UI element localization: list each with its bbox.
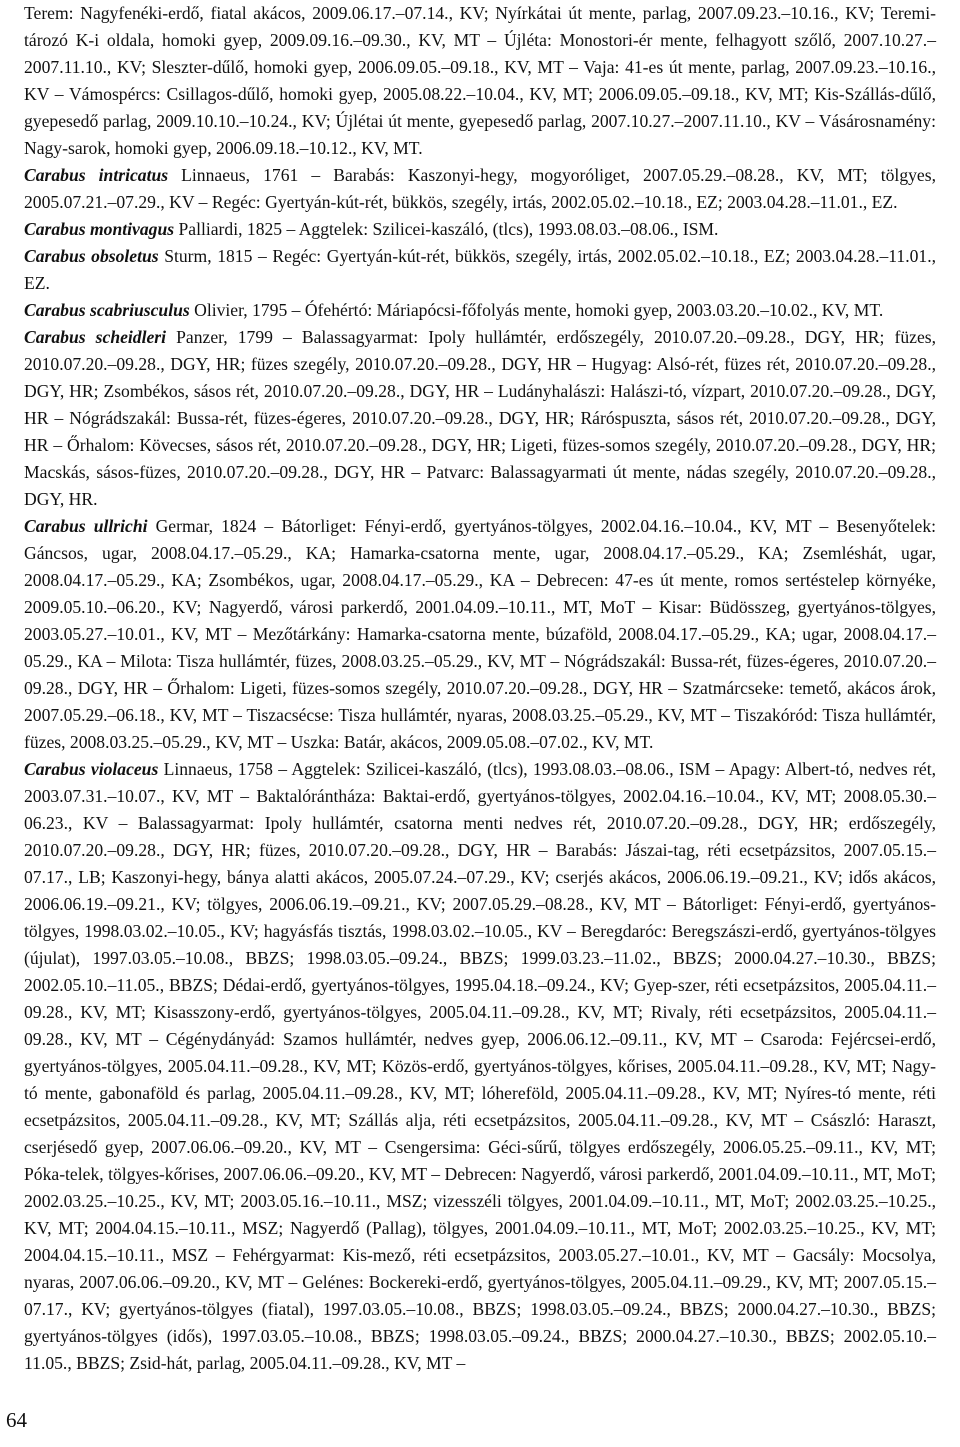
species-entry: [24, 216, 936, 243]
species-entry: [24, 513, 936, 756]
species-records: Linnaeus, 1758 – Aggtelek: Szilicei-kaszáló, (tlcs), 1993.08.03.–08.06., ISM – Apagy: Albert-tó, nedves rét, 2003.07.31.–10.07., KV, MT – Baktalórántháza: Baktai-erdő, gyertyános-tölgyes, 2002.04.16.–10.04., KV, MT; 2008.05.30.–06.23., KV – Balassagyarmat: Ipoly hullámtér, csatorna menti nedves rét, 2010.07.20.–09.28., DGY, HR; erdőszegély, 2010.07.20.–09.28., DGY, HR; füzes, 2010.07.20.–09.28., DGY, HR – Barabás: Jászai-tag, réti ecsetpázsitos, 2007.05.15.–07.17., LB; Kaszonyi-hegy, bánya alatti akácos, 2005.07.24.–07.29., KV; cserjés akácos, 2006.06.19.–09.21., KV; idős akácos, 2006.06.19.–09.21., KV; tölgyes, 2006.06.19.–09.21., KV; 2007.05.29.–08.28., KV, MT – Bátorliget: Fényi-erdő, gyertyános-tölgyes, 1998.03.02.–10.05., KV; hagyásfás tisztás, 1998.03.02.–10.05., KV – Beregdaróc: Beregszászi-erdő, gyertyános-tölgyes (újulat), 1997.03.05.–10.08., BBZS; 1998.03.05.–09.24., BBZS; 1999.03.23.–11.02., BBZS; 2000.04.27.–10.30., BBZS; 2002.05.10.–11.05., BBZS; Dédai-erdő, gyertyános-tölgyes, 1995.04.18.–09.24., KV; Gyep-szer, réti ecsetpázsitos, 2005.04.11.–09.28., KV, MT; Kisasszony-erdő, gyertyános-tölgyes, 2005.04.11.–09.28., KV, MT; Rivaly, réti ecsetpázsitos, 2005.04.11.–09.28., KV, MT – Cégénydányád: Szamos hullámtér, nedves gyep, 2006.06.12.–09.11., KV, MT – Csaroda: Fejércsei-erdő, gyertyános-tölgyes, 2005.04.11.–09.28., KV, MT; Közös-erdő, gyertyános-tölgyes, kőrises, 2005.04.11.–09.28., KV, MT; Nagy-tó mente, gabonaföld és parlag, 2005.04.11.–09.28., KV, MT; lóhereföld, 2005.04.11.–09.28., KV, MT; Nyíres-tó mente, réti ecsetpázsitos, 2005.04.11.–09.28., KV, MT; Szállás alja, réti ecsetpázsitos, 2005.04.11.–09.28., KV, MT – Császló: Haraszt, cserjésedő gyep, 2007.06.06.–09.20., KV, MT – Csengersima: Géci-sűrű, tölgyes erdőszegély, 2006.05.25.–09.11., KV, MT; Póka-telek, tölgyes-kőrises, 2007.06.06.–09.20., KV, MT – Debrecen: Nagyerdő, városi parkerdő, 2001.04.09.–10.11., MT, MoT; 2002.03.25.–10.25., KV, MT; 2003.05.16.–10.11., MSZ; vizesszéli tölgyes, 2001.04.09.–10.11., MT, MoT; 2002.03.25.–10.25., KV, MT; 2004.04.15.–10.11., MSZ; Nagyerdő (Pallag), tölgyes, 2001.04.09.–10.11., MT, MoT; 2002.03.25.–10.25., KV, MT; 2004.04.15.–10.11., MSZ – Fehérgyarmat: Kis-mező, réti ecsetpázsitos, 2003.05.27.–10.01., KV, MT – Gacsály: Mocsolya, nyaras, 2007.06.06.–09.20., KV, MT – Gelénes: Bockereki-erdő, gyertyános-tölgyes, 2005.04.11.–09.29., KV, MT; 2007.05.15.–07.17., KV; gyertyános-tölgyes (fiatal), 1997.03.05.–10.08., BBZS; 1998.03.05.–09.24., BBZS; 2000.04.27.–10.30., BBZS; gyertyános-tölgyes (idős), 1997.03.05.–10.08., BBZS; 1998.03.05.–09.24., BBZS; 2000.04.27.–10.30., BBZS; 2002.05.10.–11.05., BBZS; Zsid-hát, parlag, 2005.04.11.–09.28., KV, MT –: [24, 759, 937, 1373]
page-number: 64: [6, 1408, 27, 1432]
species-name: Carabus montivagus: [24, 219, 175, 239]
species-entry: [24, 324, 936, 513]
species-records: Linnaeus, 1761 – Barabás: Kaszonyi-hegy, mogyoróliget, 2007.05.29.–08.28., KV, MT; tölgyes, 2005.07.21.–07.29., KV – Regéc: Gyertyán-kút-rét, bükkös, szegély, irtás, 2002.05.02.–10.18., EZ; 2003.04.28.–11.01., EZ.: [24, 165, 936, 212]
species-records: Olivier, 1795 – Ófehértó: Máriapócsi-főfolyás mente, homoki gyep, 2003.03.20.–10.02., KV, MT.: [189, 300, 884, 320]
species-records: Sturm, 1815 – Regéc: Gyertyán-kút-rét, bükkös, szegély, irtás, 2002.05.02.–10.18., EZ; 2003.04.28.–11.01., EZ.: [24, 246, 936, 293]
species-name: Carabus scabriusculus: [24, 300, 190, 320]
species-name: Carabus intricatus: [24, 165, 169, 185]
species-name: Carabus ullrichi: [24, 516, 148, 536]
species-records: Germar, 1824 – Bátorliget: Fényi-erdő, gyertyános-tölgyes, 2002.04.16.–10.04., KV, MT – Besenyőtelek: Gáncsos, ugar, 2008.04.17.–05.29., KA; Hamarka-csatorna mente, ugar, 2008.04.17.–05.29., KA; Zsemléshát, ugar, 2008.04.17.–05.29., KA; Zsombékos, ugar, 2008.04.17.–05.29., KA – Debrecen: 47-es út mente, romos sertéstelep környéke, 2009.05.10.–06.20., KV; Nagyerdő, városi parkerdő, 2001.04.09.–10.11., MT, MoT – Kisar: Büdösszeg, gyertyános-tölgyes, 2003.05.27.–10.01., KV, MT – Mezőtárkány: Hamarka-csatorna mente, búzaföld, 2008.04.17.–05.29., KA; ugar, 2008.04.17.–05.29., KA – Milota: Tisza hullámtér, füzes, 2008.03.25.–05.29., KV, MT – Nógrádszakál: Bussa-rét, füzes-égeres, 2010.07.20.–09.28., DGY, HR – Őrhalom: Ligeti, füzes-somos szegély, 2010.07.20.–09.28., DGY, HR – Szatmárcseke: temető, akácos árok, 2007.05.29.–06.18., KV, MT – Tiszacsécse: Tisza hullámtér, nyaras, 2008.03.25.–05.29., KV, MT – Tiszakóród: Tisza hullámtér, füzes, 2008.03.25.–05.29., KV, MT – Uszka: Batár, akácos, 2009.05.08.–07.02., KV, MT.: [24, 516, 937, 752]
species-name: Carabus violaceus: [24, 759, 159, 779]
species-entry: [24, 756, 936, 1377]
species-records: Panzer, 1799 – Balassagyarmat: Ipoly hullámtér, erdőszegély, 2010.07.20.–09.28., DGY, HR; füzes, 2010.07.20.–09.28., DGY, HR; füzes szegély, 2010.07.20.–09.28., DGY, HR – Hugyag: Alsó-rét, füzes rét, 2010.07.20.–09.28., DGY, HR; Zsombékos, sásos rét, 2010.07.20.–09.28., DGY, HR – Ludányhalászi: Halászi-tó, vízpart, 2010.07.20.–09.28., DGY, HR – Nógrádszakál: Bussa-rét, füzes-égeres, 2010.07.20.–09.28., DGY, HR; Ráróspuszta, sásos rét, 2010.07.20.–09.28., DGY, HR – Őrhalom: Kövecses, sásos rét, 2010.07.20.–09.28., DGY, HR; Ligeti, füzes-somos szegély, 2010.07.20.–09.28., DGY, HR; Macskás, sásos-füzes, 2010.07.20.–09.28., DGY, HR – Patvarc: Balassagyarmati út mente, nádas szegély, 2010.07.20.–09.28., DGY, HR.: [24, 327, 936, 509]
species-entry: [24, 243, 936, 297]
species-records: Palliardi, 1825 – Aggtelek: Szilicei-kaszáló, (tlcs), 1993.08.03.–08.06., ISM.: [174, 219, 719, 239]
continuation-paragraph: [24, 0, 936, 162]
species-name: Carabus scheidleri: [24, 327, 167, 347]
page-body: [24, 0, 936, 1377]
species-name: Carabus obsoletus: [24, 246, 159, 266]
continuation-text: Terem: Nagyfenéki-erdő, fiatal akácos, 2009.06.17.–07.14., KV; Nyírkátai út mente, parlag, 2007.09.23.–10.16., KV; Teremi-tározó K-i oldala, homoki gyep, 2009.09.16.–09.30., KV, MT – Újléta: Monostori-ér mente, felhagyott szőlő, 2007.10.27.–2007.11.10., KV; Sleszter-dűlő, homoki gyep, 2006.09.05.–09.18., KV, MT – Vaja: 41-es út mente, parlag, 2007.09.23.–10.16., KV – Vámospércs: Csillagos-dűlő, homoki gyep, 2005.08.22.–10.04., KV, MT; 2006.09.05.–09.18., KV, MT; Kis-Szállás-dűlő, gyepesedő parlag, 2009.10.10.–10.24., KV; Újlétai út mente, gyepesedő parlag, 2007.10.27.–2007.11.10., KV – Vásárosnamény: Nagy-sarok, homoki gyep, 2006.09.18.–10.12., KV, MT.: [24, 3, 936, 158]
species-entry: [24, 162, 936, 216]
species-entry: [24, 297, 936, 324]
